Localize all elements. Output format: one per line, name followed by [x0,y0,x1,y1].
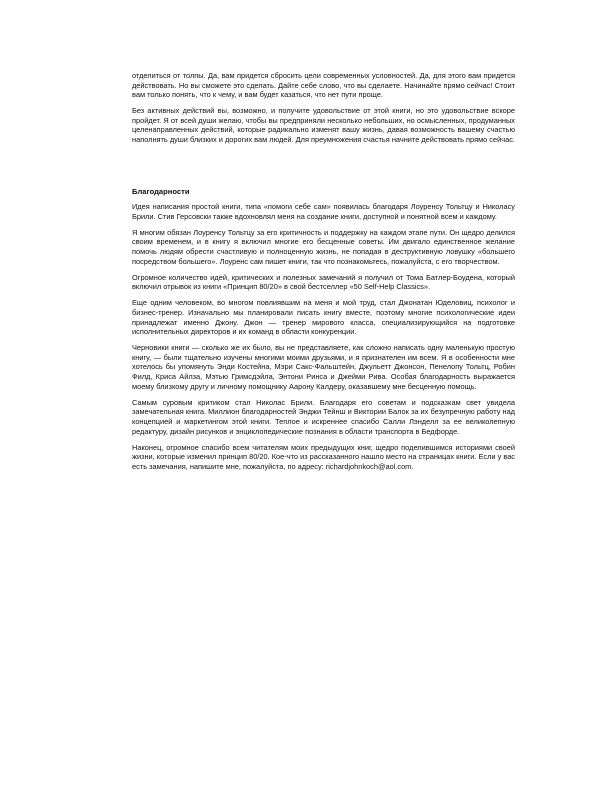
section-heading: Благодарности [132,187,190,197]
acknowledgement-paragraph: Самым суровым критиком стал Николас Брили. Благодаря его советам и подсказкам свет увидела замечательная книга. Миллион благодарностей Энджи Тейнш и Виктории Балок за их безупречную работу над концепцией и маркетингом этой книги. Теплое и искреннее спасибо Салли Лэнделл за ее великолепную редактуру, дизайн рисунков и энциклопедические познания в области транспорта в Бедфорде. [132,397,515,436]
intro-paragraph: Без активных действий вы, возможно, и получите удовольствие от этой книги, но это удовольствие вскоре пройдет. Я от всей души желаю, чтобы вы предприняли несколько небольших, но осмысленных, продуманных целенаправленных действий, которые радикально изменят вашу жизнь, давая возможность вашему счастью наполнять души близких и дорогих вам людей. Для преумножения счастья начните действовать прямо сейчас. [132,106,515,145]
section-spacer [132,151,515,187]
acknowledgement-paragraph: Еще одним человеком, во многом повлиявшим на меня и мой труд, стал Джонатан Юделовиц, психолог и бизнес-тренер. Изначально мы планировали писать книгу вместе, поэтому многие психологические идеи принадлежат именно Джону. Джон — тренер мирового класса, специализирующийся на подготовке исполнительных директоров и их команд в области конкуренции. [132,298,515,337]
text-column [132,71,515,478]
acknowledgement-paragraph: Наконец, огромное спасибо всем читателям моих предыдущих книг, щедро поделившимся историями своей жизни, которые изменил принцип 80/20. Кое-что из рассказанного нашло место на страницах книги. Если у вас есть замечания, напишите мне, пожалуйста, по адресу: richardjohnkoch@aol.com. [132,442,515,471]
intro-paragraph: отделиться от толпы. Да, вам придется сбросить цели современных условностей. Да, для этого вам придется действовать. Но вы сможете это сделать. Дайте себе слово, что вы сделаете. Начинайте прямо сейчас! Стоит вам только понять, что к чему, и вам будет казаться, что нет пути проще. [132,71,515,100]
acknowledgement-paragraph: Огромное количество идей, критических и полезных замечаний я получил от Тома Батлер-Боудена, который включил отрывок из книги «Принцип 80/20» в свой бестселлер «50 Self-Help Classics». [132,272,515,292]
acknowledgement-paragraph: Идея написания простой книги, типа «помоги себе сам» появилась благодаря Лоуренсу Тольтцу и Николасу Брили. Стив Герсовски также вдохновлял меня на создание книги, доступной и понятной всем и каждому. [132,202,515,221]
acknowledgement-paragraph: Я многим обязан Лоуренсу Тольтцу за его критичность и поддержку на каждом этапе пути. Он щедро делился своим временем, и в книгу я включил многие его бесценные советы. Им двигало единственное желание помочь людям обрести счастливую и полноценную жизнь, не попадая в деструктивную ловушку «большего посредством большего». Лоуренс сам пишет книги, так что познакомьтесь, пожалуйста, с его творчеством. [132,227,515,266]
acknowledgement-paragraph: Черновики книги — сколько же их было, вы не представляете, как сложно написать одну маленькую простую книгу, — были тщательно изучены многими моими друзьями, и я признателен им всем. Я в особенности мне хотелось бы упомянуть Энди Костейна, Мэри Сакс-Фальштейн, Джульетт Джонсон, Пенелопу Тольтц, Робин Филд, Криса Айлза, Мэтью Гримсдэйла, Энтони Ринса и Джейми Рива. Особая благодарность выражается моему близкому другу и личному помощнику Аарону Калдеру, оказавшему мне бесценную помощь. [132,343,515,391]
